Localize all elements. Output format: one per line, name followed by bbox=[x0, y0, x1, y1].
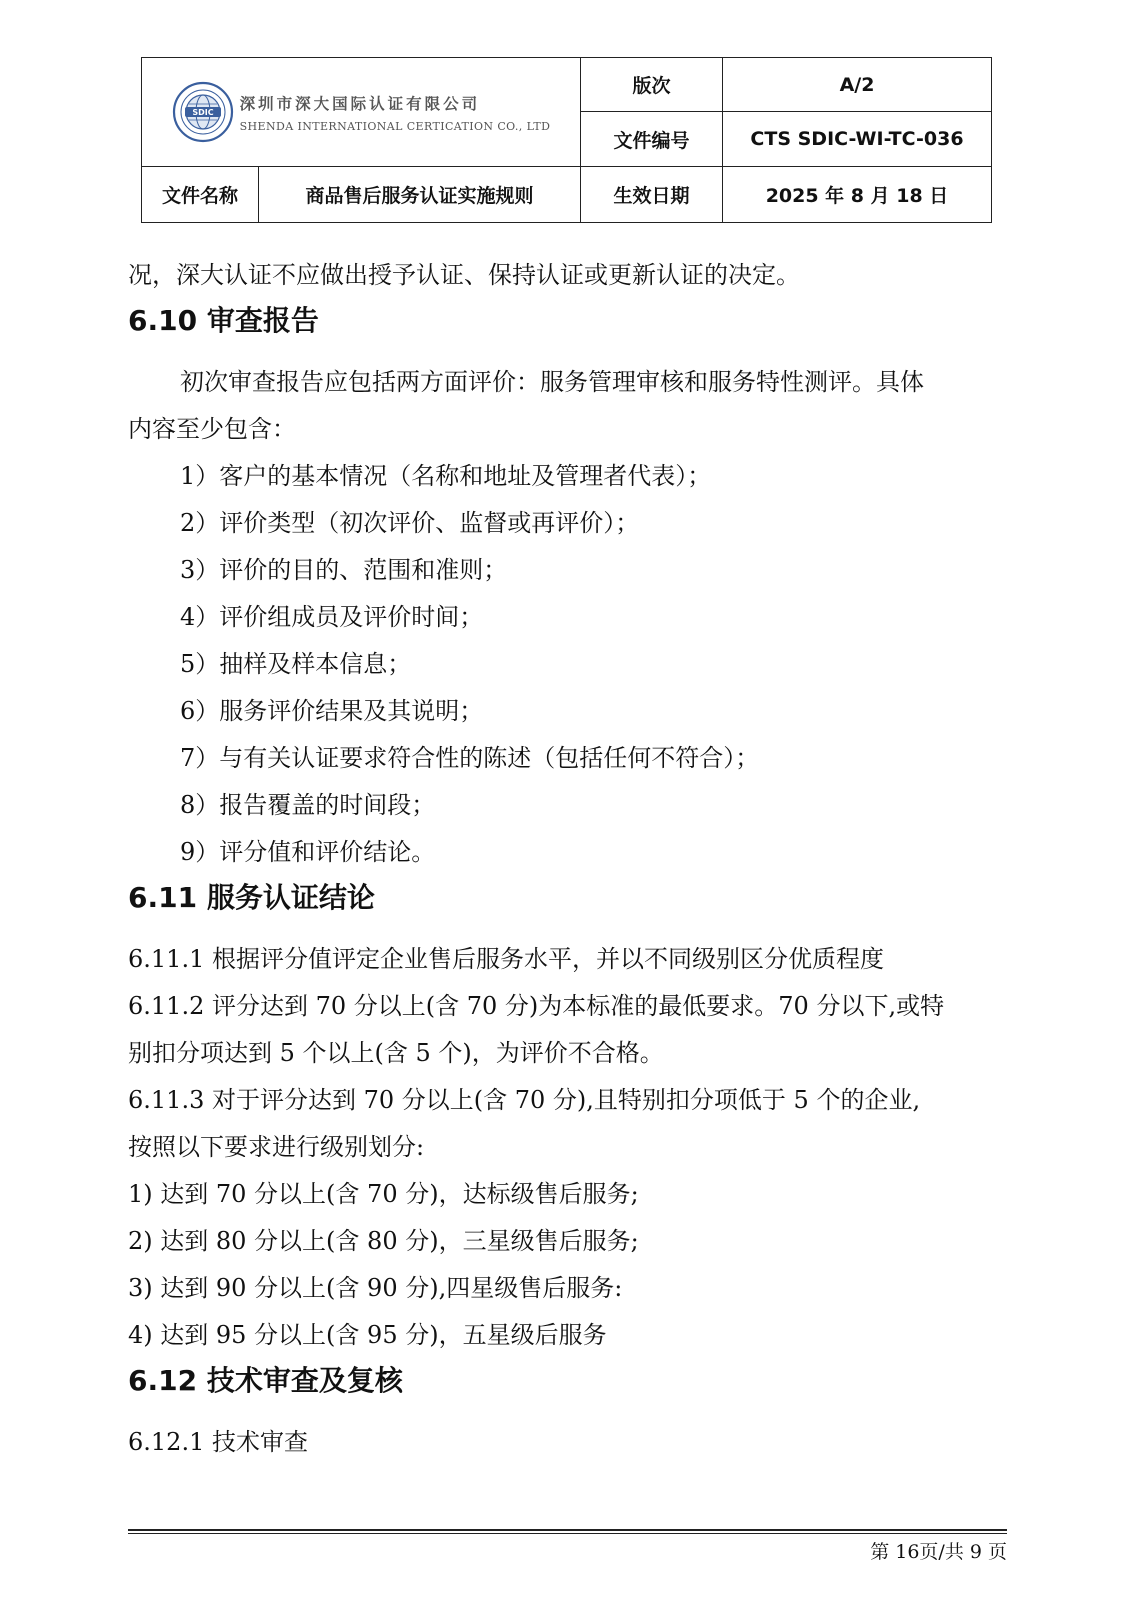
level-item: 3) 达到 90 分以上(含 90 分),四星级售后服务: bbox=[128, 1274, 623, 1302]
paragraph-6-11-3-line2: 按照以下要求进行级别划分: bbox=[128, 1133, 425, 1161]
doc-name-label: 文件名称 bbox=[142, 167, 259, 223]
edition-label: 版次 bbox=[581, 58, 723, 112]
paragraph-6-11-2-line1: 6.11.2 评分达到 70 分以上(含 70 分)为本标准的最低要求。70 分以下,或特 bbox=[128, 992, 945, 1020]
company-name-cn: 深圳市深大国际认证有限公司 bbox=[239, 94, 481, 113]
list-item: 9）评分值和评价结论。 bbox=[180, 838, 436, 866]
paragraph-6-11-2-line2: 别扣分项达到 5 个以上(含 5 个)，为评价不合格。 bbox=[128, 1039, 664, 1067]
section-heading-6-12: 6.12 技术审查及复核 bbox=[128, 1364, 403, 1397]
doc-number-value: CTS SDIC-WI-TC-036 bbox=[723, 112, 992, 167]
effective-date-label: 生效日期 bbox=[581, 167, 723, 223]
document-header-table bbox=[141, 57, 992, 223]
company-name-en: SHENDA INTERNATIONAL CERTICATION CO., LTD bbox=[239, 119, 551, 133]
footer-divider bbox=[128, 1529, 1007, 1531]
level-item: 4) 达到 95 分以上(含 95 分)，五星级后服务 bbox=[128, 1321, 607, 1349]
document-body bbox=[128, 252, 1008, 1466]
list-item: 4）评价组成员及评价时间； bbox=[180, 603, 484, 631]
level-item: 2) 达到 80 分以上(含 80 分)，三星级售后服务; bbox=[128, 1227, 639, 1255]
list-item: 5）抽样及样本信息； bbox=[180, 650, 412, 678]
page-number: 第 16页/共 9 页 bbox=[870, 1541, 1007, 1563]
company-seal-icon bbox=[172, 81, 234, 143]
paragraph-6-11-1: 6.11.1 根据评分值评定企业售后服务水平，并以不同级别区分优质程度 bbox=[128, 945, 884, 973]
section-heading-6-11: 6.11 服务认证结论 bbox=[128, 881, 375, 914]
paragraph-6-11-3-line1: 6.11.3 对于评分达到 70 分以上(含 70 分),且特别扣分项低于 5 个的企业, bbox=[128, 1086, 921, 1114]
company-logo-cell bbox=[142, 58, 581, 167]
level-item: 1) 达到 70 分以上(含 70 分)，达标级售后服务; bbox=[128, 1180, 639, 1208]
list-item: 1）客户的基本情况（名称和地址及管理者代表）； bbox=[180, 462, 712, 490]
paragraph-6-12-1: 6.12.1 技术审查 bbox=[128, 1428, 308, 1456]
list-item: 2）评价类型（初次评价、监督或再评价）； bbox=[180, 509, 640, 537]
effective-date-value: 2025 年 8 月 18 日 bbox=[723, 167, 992, 223]
list-item: 3）评价的目的、范围和准则； bbox=[180, 556, 508, 584]
section-heading-6-10: 6.10 审查报告 bbox=[128, 304, 319, 337]
list-item: 8）报告覆盖的时间段； bbox=[180, 791, 436, 819]
list-item: 7）与有关认证要求符合性的陈述（包括任何不符合）； bbox=[180, 744, 760, 772]
doc-name-value: 商品售后服务认证实施规则 bbox=[259, 167, 581, 223]
footer-divider-thin bbox=[128, 1533, 1007, 1534]
seal-text: SDIC bbox=[192, 108, 214, 117]
paragraph-intro-line2: 内容至少包含： bbox=[128, 415, 296, 443]
paragraph-intro-line1: 初次审查报告应包括两方面评价：服务管理审核和服务特性测评。具体 bbox=[180, 368, 924, 396]
carry-over-line: 况，深大认证不应做出授予认证、保持认证或更新认证的决定。 bbox=[128, 261, 800, 289]
list-item: 6）服务评价结果及其说明； bbox=[180, 697, 484, 725]
edition-value: A/2 bbox=[723, 58, 992, 112]
doc-number-label: 文件编号 bbox=[581, 112, 723, 167]
